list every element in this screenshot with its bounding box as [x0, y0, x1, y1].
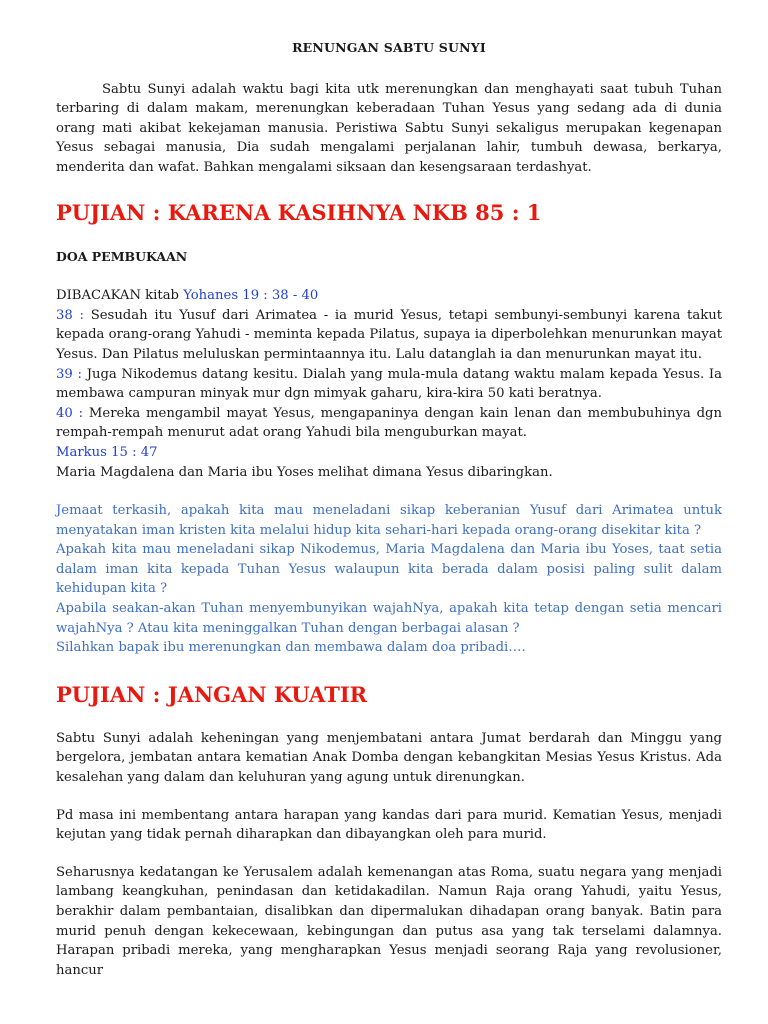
scripture-reading	[56, 286, 722, 482]
document-title: RENUNGAN SABTU SUNYI	[292, 40, 486, 55]
body-paragraph: Pd masa ini membentang antara harapan yang kandas dari para murid. Kematian Yesus, menjadi kejutan yang tidak pernah diharapkan dan dibayangkan oleh para murid.	[56, 807, 722, 843]
verse-38	[56, 306, 722, 365]
body-paragraph: Seharusnya kedatangan ke Yerusalem adalah kemenangan atas Roma, suatu negara yang menjadi lambang keangkuhan, penindasan dan ketidakadilan. Namun Raja orang Yahudi, yaitu Yesus, berakhir dalam pembantaian, disalibkan dan dipermalukan dihadapan orang banyak. Batin para murid penuh dengan kekecewaan, kebingungan dan putus asa yang tak terselami dalamnya. Harapan pribadi mereka, yang mengharapkan Yesus menjadi seorang Raja yang revolusioner, hancur	[56, 864, 722, 978]
verse-number: 40 :	[56, 405, 84, 421]
reflection-closing: Silahkan bapak ibu merenungkan dan membawa dalam doa pribadi….	[56, 640, 526, 656]
verse-text: Juga Nikodemus datang kesitu. Dialah yang mula-mula datang waktu malam kepada Yesus. Ia membawa campuran minyak mur dgn mimyak gaharu, kira-kira 50 kati beratnya.	[56, 366, 722, 402]
scripture-reference: Yohanes 19 : 38 - 40	[183, 288, 319, 304]
reading-line	[56, 286, 722, 306]
hymn-heading-2: PUJIAN : JANGAN KUATIR	[56, 681, 368, 707]
reflection-block	[56, 501, 722, 658]
verse-number: 38 :	[56, 307, 84, 323]
scripture-text-2: Maria Magdalena dan Maria ibu Yoses melihat dimana Yesus dibaringkan.	[56, 464, 553, 480]
reading-label: DIBACAKAN kitab	[56, 288, 184, 304]
hymn-heading-1: PUJIAN : KARENA KASIHNYA NKB 85 : 1	[56, 199, 542, 225]
verse-text: Mereka mengambil mayat Yesus, mengapaninya dengan kain lenan dan membubuhinya dgn rempah-rempah menurut adat orang Yahudi bila menguburkan mayat.	[56, 405, 722, 441]
document-page	[56, 38, 722, 980]
verse-text: Sesudah itu Yusuf dari Arimatea - ia murid Yesus, tetapi sembunyi-sembunyi karena takut kepada orang-orang Yahudi - meminta kepada Pilatus, supaya ia diperbolehkan menurunkan mayat Yesus. Dan Pilatus meluluskan permintaannya itu. Lalu datanglah ia dan menurunkan mayat itu.	[56, 307, 722, 362]
intro-paragraph: Sabtu Sunyi adalah waktu bagi kita utk merenungkan dan menghayati saat tubuh Tuhan terbaring di dalam makam, merenungkan keberadaan Tuhan Yesus yang sedang ada di dunia orang mati akibat kekejaman manusia. Peristiwa Sabtu Sunyi sekaligus merupakan kegenapan Yesus sebagai manusia, Dia sudah mengalami perjalanan lahir, tumbuh dewasa, berkarya, menderita dan wafat. Bahkan mengalami siksaan dan kesengsaraan terdashyat.	[56, 81, 722, 175]
reflection-question: Jemaat terkasih, apakah kita mau meneladani sikap keberanian Yusuf dari Arimatea untuk menyatakan iman kristen kita melalui hidup kita sehari-hari kepada orang-orang disekitar kita ?	[56, 503, 722, 538]
verse-40	[56, 404, 722, 443]
reflection-question: Apabila seakan-akan Tuhan menyembunyikan wajahNya, apakah kita tetap dengan setia mencari wajahNya ? Atau kita meninggalkan Tuhan dengan berbagai alasan ?	[56, 601, 722, 636]
verse-number: 39 :	[56, 366, 82, 382]
opening-prayer-heading: DOA PEMBUKAAN	[56, 248, 188, 264]
body-paragraph: Sabtu Sunyi adalah keheningan yang menjembatani antara Jumat berdarah dan Minggu yang bergelora, jembatan antara kematian Anak Domba dengan kebangkitan Mesias Yesus Kristus. Ada kesalehan yang dalam dan keluhuran yang agung untuk direnungkan.	[56, 730, 722, 786]
verse-39	[56, 365, 722, 404]
scripture-reference-2: Markus 15 : 47	[56, 444, 158, 460]
reflection-question: Apakah kita mau meneladani sikap Nikodemus, Maria Magdalena dan Maria ibu Yoses, taat setia dalam iman kita kepada Tuhan Yesus walaupun kita berada dalam posisi paling sulit dalam kehidupan kita ?	[56, 542, 722, 597]
